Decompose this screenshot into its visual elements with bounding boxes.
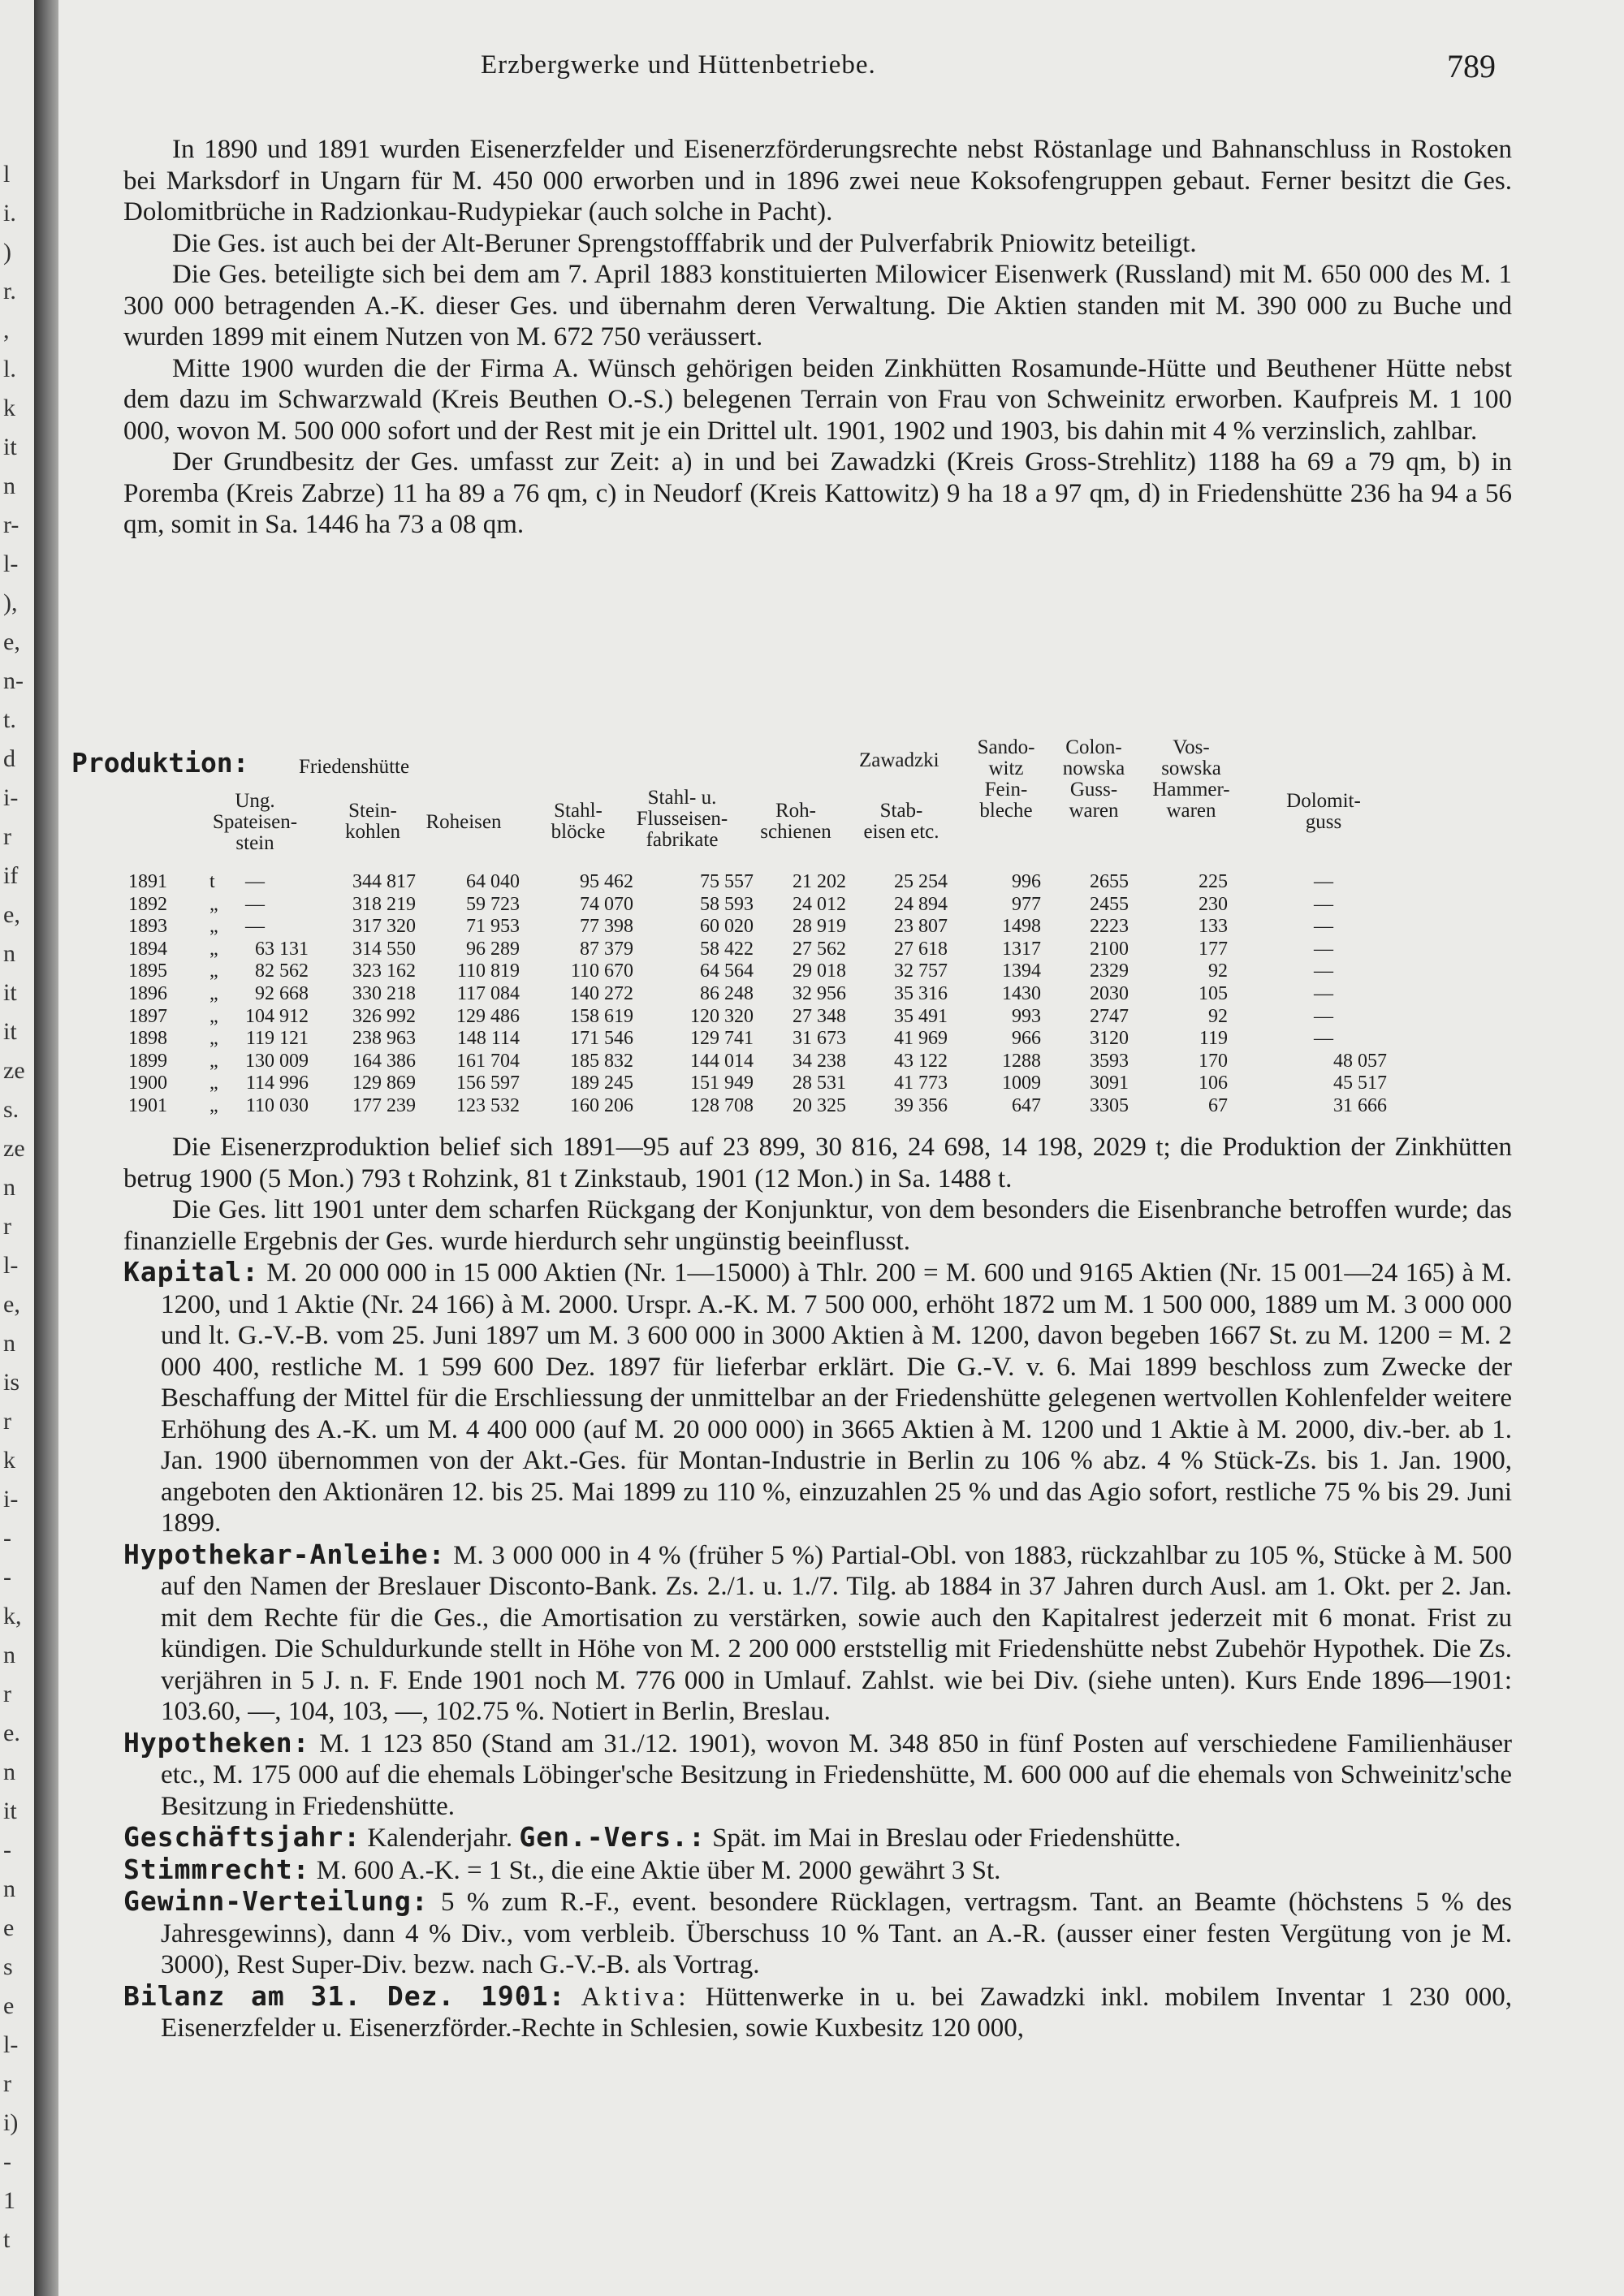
table-cell: 129 741 xyxy=(690,1028,754,1050)
table-cell: 114 996 xyxy=(245,1072,309,1094)
table-cell: 119 xyxy=(1199,1028,1228,1050)
text-kapital: M. 20 000 000 in 15 000 Aktien (Nr. 1—15000) à Thlr. 200 = M. 600 und 9165 Aktien (Nr. 15 001—24 165) à M. 1200, und 1 Aktie (Nr. 24 166) à M. 2000. Urspr. A.-K. M. 7 500 000, erhöht 1872 um M. 1 500 000, 1889 um M. 3 000 000 und lt. G.-V.-B. vom 25. Juni 1897 um M. 3 600 000 in 3000 Aktien à M. 1200, davon begeben 1667 St. zu M. 1200 = M. 2 000 400, restliche M. 1 599 600 Dez. 1897 für lieferbar erklärt. Die G.-V. v. 6. Mai 1899 beschloss zum Zwecke der Beschaffung der Mittel für die Erschliessung der unmittelbar an der Friedenshütte gelegenen wertvollen Kohlenfelder weitere Erhöhung des A.-K. um M. 4 400 000 (auf M. 20 000 000) in 3665 Aktien à M. 1200 und 1 Aktie à M. 2000, div.-ber. ab 1. Jan. 1900 übernommen von der Akt.-Ges. für Montan-Industrie in Berlin zu 106 % abz. 4 % Stück-Zs. bis 1. Jan. 1900, angeboten den Aktionären 12. bis 25. Mai 1899 zu 110 %, einzuzahlen 25 % und das Agio sofort, restliche 75 % bis 29. Juni 1899. xyxy=(161,1258,1513,1538)
table-cell: 39 356 xyxy=(894,1095,948,1116)
column-header-line: Flusseisen- xyxy=(636,808,728,830)
table-cell: 58 422 xyxy=(700,938,754,960)
table-cell: 27 348 xyxy=(793,1005,846,1027)
table-row-year: 1896 xyxy=(128,983,167,1004)
paragraph-grundbesitz: Der Grundbesitz der Ges. umfasst zur Zeit: a) in und bei Zawadzki (Kreis Gross-Strehlitz) 1188 ha 69 a 79 qm, b) in Poremba (Kreis Zabrze) 11 ha 89 a 76 qm, c) in Neudorf (Kreis Kattowitz) 9 ha 18 a 97 qm, d) in Friedenshütte 236 ha 94 a 56 qm, somit in Sa. 1446 ha 73 a 08 qm. xyxy=(123,447,1512,539)
table-cell: 185 832 xyxy=(570,1050,633,1072)
group-header-friedenshuette: Friedenshütte xyxy=(299,756,410,778)
margin-fragment: k xyxy=(3,1447,15,1474)
margin-fragment: s xyxy=(3,1953,13,1980)
table-row-unit: t xyxy=(209,871,215,892)
table-cell: 3120 xyxy=(1090,1028,1129,1050)
table-cell: 2455 xyxy=(1090,893,1129,915)
table-row-year: 1893 xyxy=(128,916,167,938)
margin-fragment: t xyxy=(3,2226,11,2253)
table-cell: 2655 xyxy=(1090,871,1129,892)
column-header-line: waren xyxy=(1166,800,1216,822)
table-cell: 104 912 xyxy=(245,1005,309,1027)
table-cell: 318 219 xyxy=(352,893,416,915)
margin-fragment: i. xyxy=(3,200,16,227)
margin-fragment: it xyxy=(3,979,17,1006)
table-row-year: 1895 xyxy=(128,960,167,982)
column-header-line: Sando- xyxy=(977,736,1035,758)
table-cell: 63 131 xyxy=(255,938,309,960)
table-cell: 2100 xyxy=(1090,938,1129,960)
table-cell: 77 398 xyxy=(580,916,633,938)
paragraph-konjunktur: Die Ges. litt 1901 unter dem scharfen Rückgang der Konjunktur, von dem besonders die Eisenbranche betroffen wurde; das finanzielle Ergebnis der Ges. wurde hierdurch sehr ungünstig beeinflusst. xyxy=(123,1195,1512,1256)
column-header-line: Stein- xyxy=(348,800,397,822)
label-geschaeftsjahr: Geschäftsjahr: xyxy=(123,1821,361,1853)
table-cell: 95 462 xyxy=(580,871,633,892)
table-cell: 48 057 xyxy=(1333,1050,1387,1072)
text-stimmrecht: M. 600 A.-K. = 1 St., die eine Aktie über M. 2000 gewährt 3 St. xyxy=(316,1855,1001,1885)
column-header-line: Hammer- xyxy=(1152,779,1230,801)
table-cell: 160 206 xyxy=(570,1095,633,1116)
margin-fragment: n xyxy=(3,1174,15,1201)
margin-fragment: it xyxy=(3,434,17,460)
margin-fragment: e xyxy=(3,1992,15,2019)
table-cell: 43 122 xyxy=(894,1050,948,1072)
table-cell: 23 807 xyxy=(894,916,948,938)
margin-fragment: it xyxy=(3,1018,17,1045)
production-title: Produktion: xyxy=(71,747,249,779)
table-cell: 64 564 xyxy=(700,960,754,982)
section-bilanz xyxy=(123,1981,1512,2044)
margin-fragment: r xyxy=(3,2070,11,2097)
table-cell: 177 239 xyxy=(352,1095,416,1116)
table-cell: 105 xyxy=(1199,983,1228,1004)
column-header-line: Colon- xyxy=(1065,736,1122,758)
table-cell: 20 325 xyxy=(793,1095,846,1116)
margin-fragment: e. xyxy=(3,1720,20,1746)
column-header-line: Dolomit- xyxy=(1286,790,1361,812)
text-gen-vers: Spät. im Mai in Breslau oder Friedenshütte. xyxy=(712,1823,1181,1853)
table-row-year: 1901 xyxy=(128,1095,167,1116)
margin-fragment: ) xyxy=(3,239,11,265)
table-cell: 123 532 xyxy=(456,1095,520,1116)
table-cell: 120 320 xyxy=(690,1005,754,1027)
margin-fragment: r. xyxy=(3,278,16,304)
paragraph-eisenerzfelder: In 1890 und 1891 wurden Eisenerzfelder und Eisenerzförderungsrechte nebst Röstanlage und Bahnanschluss in Rostoken bei Marksdorf in Ungarn für M. 450 000 erworben und in 1896 zwei neue Koksofengruppen gebaut. Ferner besitzt die Ges. Dolomitbrüche in Radzionkau-Rudypiekar (auch solche in Pacht). xyxy=(123,135,1512,227)
margin-fragment: - xyxy=(3,2148,11,2175)
table-cell: 156 597 xyxy=(456,1072,520,1094)
table-row-unit: „ xyxy=(209,1005,218,1027)
table-row-unit: „ xyxy=(209,1050,218,1072)
table-cell: 32 757 xyxy=(894,960,948,982)
column-header-line: Fein- xyxy=(984,779,1028,801)
margin-fragment: 1 xyxy=(3,2187,15,2214)
paragraph-beteiligung-sprengstoff: Die Ges. ist auch bei der Alt-Beruner Sprengstofffabrik und der Pulverfabrik Pniowitz beteiligt. xyxy=(172,228,1197,258)
label-bilanz: Bilanz am 31. Dez. 1901: xyxy=(123,1979,566,2012)
table-cell: 32 956 xyxy=(793,983,846,1004)
margin-fragment: i- xyxy=(3,1486,19,1513)
margin-fragment: i- xyxy=(3,784,19,811)
table-cell: — xyxy=(1314,1005,1333,1027)
column-header-line: Stahl- xyxy=(554,800,603,822)
table-cell: 993 xyxy=(1012,1005,1041,1027)
table-cell: 129 869 xyxy=(352,1072,416,1094)
text-hypothekar-anleihe: M. 3 000 000 in 4 % (früher 5 %) Partial-Obl. von 1883, rückzahlbar zu 105 %, Stücke à M. 500 auf den Namen der Breslauer Disconto-Bank. Zs. 2./1. u. 1./7. Tilg. ab 1884 in 37 Jahren durch Ausl. am 1. Okt. per 2. Jan. mit dem Rechte für die Ges., die Amortisation zu verstärken, sowie auch den Kapitalrest jederzeit mit 6 monat. Frist zu kündigen. Die Schuldurkunde stellt in Höhe von M. 2 200 000 erststellig mit Friedenshütte nebst Zubehör Hypothek. Die Zs. verjähren in 5 J. n. F. Ende 1901 noch M. 776 000 in Umlauf. Zahlst. wie bei Div. (siehe unten). Kurs Ende 1896—1901: 103.60, —, 104, 103, —, 102.75 %. Notiert in Berlin, Breslau. xyxy=(161,1540,1513,1726)
table-cell: 41 969 xyxy=(894,1028,948,1050)
margin-fragment: d xyxy=(3,745,15,772)
table-row-unit: „ xyxy=(209,938,218,960)
column-header-line: Spateisen- xyxy=(212,811,298,833)
table-cell: 35 316 xyxy=(894,983,948,1004)
margin-fragment: n- xyxy=(3,667,24,694)
table-cell: — xyxy=(1314,983,1333,1004)
table-cell: 1430 xyxy=(1002,983,1041,1004)
table-cell: 24 012 xyxy=(793,893,846,915)
book-page xyxy=(58,0,1624,2296)
table-cell: 67 xyxy=(1208,1095,1228,1116)
table-cell: 647 xyxy=(1012,1095,1041,1116)
table-cell: 171 546 xyxy=(570,1028,633,1050)
margin-fragment: - xyxy=(3,1525,11,1552)
column-header xyxy=(1118,737,1264,822)
table-row-unit: „ xyxy=(209,983,218,1004)
margin-fragment: n xyxy=(3,1642,15,1668)
text-hypotheken: M. 1 123 850 (Stand am 31./12. 1901), wovon M. 348 850 in fünf Posten auf verschiedene Familienhäuser etc., M. 175 000 auf die ehemals Löbinger'sche Besitzung in Friedenshütte, M. 600 000 auf die ehemals von Schweinitz'sche Besitzung in Friedenshütte. xyxy=(161,1728,1513,1821)
margin-fragment: is xyxy=(3,1369,20,1396)
book-binding-shadow xyxy=(34,0,58,2296)
table-cell: — xyxy=(1314,871,1333,892)
table-cell: 140 272 xyxy=(570,983,633,1004)
table-cell: 35 491 xyxy=(894,1005,948,1027)
table-cell: 27 562 xyxy=(793,938,846,960)
margin-fragment: e xyxy=(3,1914,15,1941)
table-cell: 977 xyxy=(1012,893,1041,915)
table-cell: 177 xyxy=(1199,938,1228,960)
table-cell: 2747 xyxy=(1090,1005,1129,1027)
table-cell: 27 618 xyxy=(894,938,948,960)
margin-fragment: l. xyxy=(3,356,16,382)
margin-fragment: l- xyxy=(3,550,19,577)
table-cell: 317 320 xyxy=(352,916,416,938)
table-cell: 82 562 xyxy=(255,960,309,982)
column-header-line: nowska xyxy=(1062,757,1125,779)
table-cell: 31 673 xyxy=(793,1028,846,1050)
table-cell: 21 202 xyxy=(793,871,846,892)
text-gewinn-verteilung: 5 % zum R.-F., event. besondere Rücklagen, vertragsm. Tant. an Beamte (höchstens 5 % des Jahresgewinns), dann 4 % Div., vom verbleib. Überschuss 10 % Tant. an A.-R. (ausser einer festen Vergütung von je M. 3000), Rest Super-Div. bezw. nach G.-V.-B. als Vortrag. xyxy=(161,1888,1513,1979)
margin-fragment: e, xyxy=(3,1291,20,1318)
table-cell: — xyxy=(1314,916,1333,938)
table-cell: 996 xyxy=(1012,871,1041,892)
margin-fragment: n xyxy=(3,1875,15,1902)
margin-fragment: k, xyxy=(3,1603,22,1629)
table-cell: 45 517 xyxy=(1333,1072,1387,1094)
table-cell: 151 949 xyxy=(690,1072,754,1094)
adjacent-page-margin xyxy=(0,0,34,2296)
column-header-line: guss xyxy=(1305,811,1342,833)
table-row-year: 1894 xyxy=(128,938,167,960)
section-kapital xyxy=(123,1257,1512,1539)
table-cell: 966 xyxy=(1012,1028,1041,1050)
table-cell: 59 723 xyxy=(466,893,520,915)
table-cell: 1394 xyxy=(1002,960,1041,982)
margin-fragment: e, xyxy=(3,628,20,655)
table-row-year: 1898 xyxy=(128,1028,167,1050)
table-cell: — xyxy=(1314,893,1333,915)
paragraph-eisenerzproduktion: Die Eisenerzproduktion belief sich 1891—95 auf 23 899, 30 816, 24 698, 14 198, 2029 t; die Produktion der Zinkhütten betrug 1900 (5 Mon.) 793 t Rohzink, 81 t Zinkstaub, 1901 (12 Mon.) in Sa. 1488 t. xyxy=(123,1133,1512,1193)
table-cell: 326 992 xyxy=(352,1005,416,1027)
table-cell: 1317 xyxy=(1002,938,1041,960)
section-stimmrecht xyxy=(123,1854,1512,1887)
table-cell: 2030 xyxy=(1090,983,1129,1004)
table-cell: 25 254 xyxy=(894,871,948,892)
column-header-line: Stahl- u. xyxy=(647,787,717,809)
table-cell: 110 670 xyxy=(570,960,633,982)
table-cell: — xyxy=(245,893,265,915)
table-cell: — xyxy=(1314,938,1333,960)
table-cell: — xyxy=(1314,960,1333,982)
table-row-unit: „ xyxy=(209,1095,218,1116)
column-header-line: Ung. xyxy=(235,790,275,812)
margin-fragment: n xyxy=(3,473,15,499)
section-geschaeftsjahr xyxy=(123,1822,1512,1854)
margin-fragment: l- xyxy=(3,2031,19,2058)
column-header-line: waren xyxy=(1069,800,1119,822)
margin-fragment: n xyxy=(3,1759,15,1785)
margin-fragment: l xyxy=(3,161,11,188)
margin-fragment: e, xyxy=(3,901,20,928)
table-cell: 164 386 xyxy=(352,1050,416,1072)
table-cell: 230 xyxy=(1199,893,1228,915)
margin-fragment: - xyxy=(3,1836,11,1863)
table-cell: 64 040 xyxy=(466,871,520,892)
table-cell: 29 018 xyxy=(793,960,846,982)
table-row-year: 1897 xyxy=(128,1005,167,1027)
table-cell: 3593 xyxy=(1090,1050,1129,1072)
table-cell: 24 894 xyxy=(894,893,948,915)
table-cell: 2329 xyxy=(1090,960,1129,982)
table-cell: 129 486 xyxy=(456,1005,520,1027)
column-header-line: schienen xyxy=(760,821,831,843)
table-cell: 110 819 xyxy=(456,960,520,982)
table-cell: 28 919 xyxy=(793,916,846,938)
table-cell: 58 593 xyxy=(700,893,754,915)
table-cell: 314 550 xyxy=(352,938,416,960)
column-header-line: Roheisen xyxy=(425,811,502,833)
section-hypothekar-anleihe xyxy=(123,1539,1512,1728)
table-cell: 75 557 xyxy=(700,871,754,892)
label-kapital: Kapital: xyxy=(123,1256,259,1288)
table-row-unit: „ xyxy=(209,1028,218,1050)
table-cell: 31 666 xyxy=(1333,1095,1387,1116)
table-row-year: 1892 xyxy=(128,893,167,915)
margin-fragment: l- xyxy=(3,1252,19,1279)
table-cell: 71 953 xyxy=(466,916,520,938)
paragraph-zinkhuetten: Mitte 1900 wurden die der Firma A. Wünsch gehörigen beiden Zinkhütten Rosamunde-Hütte und Beuthener Hütte nebst dem dazu im Schwarzwald (Kreis Beuthen O.-S.) belegenen Terrain von Frau von Schweinitz erworben. Kaufpreis M. 1 100 000, wovon M. 500 000 sofort und der Rest mit je ein Drittel ult. 1901, 1902 und 1903, bis dahin mit 4 % verzinslich, zahlbar. xyxy=(123,353,1512,446)
group-header-zawadzki: Zawadzki xyxy=(859,749,939,771)
margin-fragment: if xyxy=(3,862,19,889)
table-cell: 161 704 xyxy=(456,1050,520,1072)
column-header-line: stein xyxy=(235,832,274,854)
margin-fragment: t. xyxy=(3,706,16,733)
table-cell: 3091 xyxy=(1090,1072,1129,1094)
margin-fragment: it xyxy=(3,1798,17,1824)
table-cell: 128 708 xyxy=(690,1095,754,1116)
label-hypothekar-anleihe: Hypothekar-Anleihe: xyxy=(123,1538,446,1570)
column-header-line: Stab- xyxy=(879,800,923,822)
table-row-unit: „ xyxy=(209,960,218,982)
table-cell: 106 xyxy=(1199,1072,1228,1094)
table-row-unit: „ xyxy=(209,916,218,938)
table-cell: 92 668 xyxy=(255,983,309,1004)
column-header-line: blöcke xyxy=(551,821,606,843)
margin-fragment: ze xyxy=(3,1135,25,1162)
table-cell: 1009 xyxy=(1002,1072,1041,1094)
intro-section xyxy=(123,134,1512,541)
paragraph-milowicer-eisenwerk: Die Ges. beteiligte sich bei dem am 7. April 1883 konstituierten Milowicer Eisenwerk (Russland) mit M. 650 000 des M. 1 300 000 betragenden A.-K. dieser Ges. und übernahm deren Verwaltung. Die Aktien standen mit M. 390 000 zu Buche und wurden 1899 mit einem Nutzen von M. 672 750 veräussert. xyxy=(123,260,1512,352)
table-cell: 92 xyxy=(1208,960,1228,982)
table-cell: 74 070 xyxy=(580,893,633,915)
label-gewinn-verteilung: Gewinn-Verteilung: xyxy=(123,1885,429,1917)
margin-fragment: i) xyxy=(3,2109,19,2136)
margin-fragment: k xyxy=(3,395,15,421)
margin-fragment: r- xyxy=(3,511,19,538)
text-geschaeftsjahr: Kalenderjahr. xyxy=(367,1823,513,1853)
table-cell: 28 531 xyxy=(793,1072,846,1094)
margin-fragment: n xyxy=(3,940,15,967)
table-cell: 344 817 xyxy=(352,871,416,892)
column-header-line: Guss- xyxy=(1069,779,1118,801)
margin-fragment: s. xyxy=(3,1096,19,1123)
table-cell: 144 014 xyxy=(690,1050,754,1072)
column-header xyxy=(1250,791,1397,833)
table-cell: 158 619 xyxy=(570,1005,633,1027)
column-header-line: Vos- xyxy=(1173,736,1210,758)
table-cell: 34 238 xyxy=(793,1050,846,1072)
table-row-year: 1899 xyxy=(128,1050,167,1072)
label-gen-vers: Gen.-Vers.: xyxy=(519,1821,706,1853)
column-header-line: kohlen xyxy=(344,821,401,843)
margin-fragment: ze xyxy=(3,1057,25,1084)
table-row-unit: „ xyxy=(209,1072,218,1094)
label-aktiva: Aktiva: xyxy=(581,1982,690,2012)
margin-fragment: - xyxy=(3,1564,11,1590)
margin-fragment: r xyxy=(3,823,11,850)
table-cell: 41 773 xyxy=(894,1072,948,1094)
table-cell: 225 xyxy=(1199,871,1228,892)
table-row-year: 1900 xyxy=(128,1072,167,1094)
table-cell: 133 xyxy=(1199,916,1228,938)
table-cell: 3305 xyxy=(1090,1095,1129,1116)
table-cell: 92 xyxy=(1208,1005,1228,1027)
table-cell: — xyxy=(245,916,265,938)
margin-fragment: , xyxy=(3,317,10,343)
table-cell: 1288 xyxy=(1002,1050,1041,1072)
table-cell: — xyxy=(245,871,265,892)
margin-fragment: r xyxy=(3,1681,11,1707)
table-cell: 130 009 xyxy=(245,1050,309,1072)
table-cell: 170 xyxy=(1199,1050,1228,1072)
column-header-line: bleche xyxy=(979,800,1033,822)
text-bilanz: Hüttenwerke in u. bei Zawadzki inkl. mobilem Inventar 1 230 000, Eisenerzfelder u. Eisenerzförder.-Rechte in Schlesien, sowie Kuxbesitz 120 000, xyxy=(161,1982,1513,2043)
running-header: Erzbergwerke und Hüttenbetriebe. xyxy=(481,50,876,80)
table-cell: 86 248 xyxy=(700,983,754,1004)
section-gewinn-verteilung xyxy=(123,1886,1512,1981)
margin-fragment: r xyxy=(3,1213,11,1240)
margin-fragment: n xyxy=(3,1330,15,1357)
table-cell: 87 379 xyxy=(580,938,633,960)
label-hypotheken: Hypotheken: xyxy=(123,1726,310,1759)
margin-fragment: r xyxy=(3,1408,11,1435)
table-cell: 2223 xyxy=(1090,916,1129,938)
table-cell: 1498 xyxy=(1002,916,1041,938)
section-hypotheken xyxy=(123,1728,1512,1823)
table-cell: 189 245 xyxy=(570,1072,633,1094)
table-row-unit: „ xyxy=(209,893,218,915)
table-row-year: 1891 xyxy=(128,871,167,892)
company-details-section xyxy=(123,1132,1512,2044)
column-header-line: witz xyxy=(988,757,1024,779)
table-cell: 110 030 xyxy=(245,1095,309,1116)
table-cell: 148 114 xyxy=(456,1028,520,1050)
table-cell: 96 289 xyxy=(466,938,520,960)
table-cell: — xyxy=(1314,1028,1333,1050)
column-header-line: fabrikate xyxy=(646,829,719,851)
table-cell: 117 084 xyxy=(456,983,520,1004)
column-header-line: Roh- xyxy=(775,800,816,822)
table-cell: 60 020 xyxy=(700,916,754,938)
page-number: 789 xyxy=(1447,48,1496,84)
table-cell: 119 121 xyxy=(245,1028,309,1050)
table-cell: 323 162 xyxy=(352,960,416,982)
table-cell: 330 218 xyxy=(352,983,416,1004)
margin-fragment: ), xyxy=(3,589,18,616)
table-cell: 238 963 xyxy=(352,1028,416,1050)
column-header-line: eisen etc. xyxy=(863,821,939,843)
label-stimmrecht: Stimmrecht: xyxy=(123,1853,310,1885)
column-header-line: sowska xyxy=(1161,757,1221,779)
